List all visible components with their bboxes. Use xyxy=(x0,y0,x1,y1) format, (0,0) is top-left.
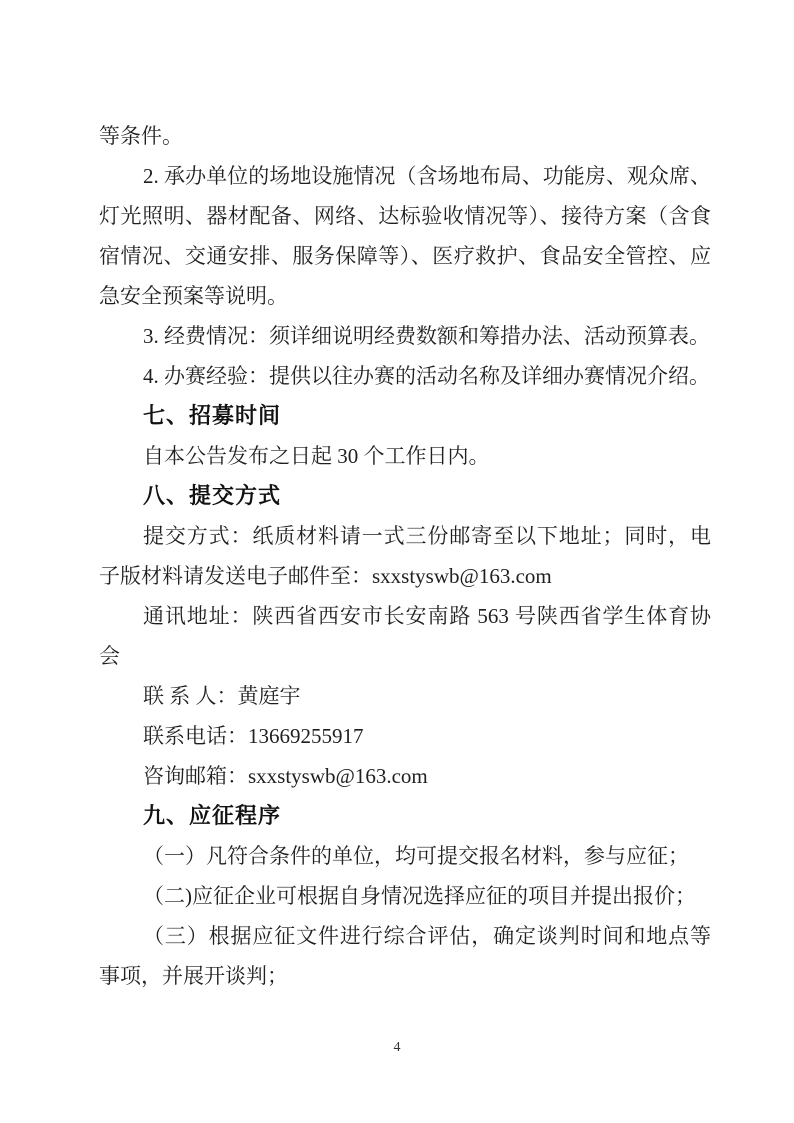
text-line: 自本公告发布之日起 30 个工作日内。 xyxy=(143,444,490,468)
text-line: 联系电话：13669255917 xyxy=(143,724,364,748)
section-heading: 七、招募时间 xyxy=(143,403,282,428)
document-content xyxy=(99,116,711,996)
page-number: 4 xyxy=(393,1040,401,1055)
text-line: 通讯地址：陕西省西安市长安南路 563 号陕西省学生体育协 xyxy=(143,604,711,628)
text-line: 2. 承办单位的场地设施情况（含场地布局、功能房、观众席、 xyxy=(143,164,711,188)
text-line: 4. 办赛经验：提供以往办赛的活动名称及详细办赛情况介绍。 xyxy=(143,364,710,388)
text-line: 急安全预案等说明。 xyxy=(99,284,288,308)
text-line: （一）凡符合条件的单位，均可提交报名材料，参与应征； xyxy=(143,844,689,868)
text-line: 宿情况、交通安排、服务保障等）、医疗救护、食品安全管控、应 xyxy=(99,244,711,268)
text-line: （三）根据应征文件进行综合评估，确定谈判时间和地点等 xyxy=(143,924,711,948)
text-line: 子版材料请发送电子邮件至：sxxstyswb@163.com xyxy=(99,564,552,588)
text-line: 等条件。 xyxy=(99,124,183,148)
text-line: 会 xyxy=(99,644,120,668)
text-line: 3. 经费情况：须详细说明经费数额和筹措办法、活动预算表。 xyxy=(143,324,710,348)
text-line: 事项，并展开谈判； xyxy=(99,964,288,988)
text-line: （二)应征企业可根据自身情况选择应征的项目并提出报价； xyxy=(143,884,696,908)
text-line: 灯光照明、器材配备、网络、达标验收情况等）、接待方案（含食 xyxy=(99,204,711,228)
text-line: 提交方式：纸质材料请一式三份邮寄至以下地址；同时，电 xyxy=(143,524,711,548)
text-line: 联 系 人：黄庭宇 xyxy=(143,684,301,708)
section-heading: 八、提交方式 xyxy=(143,483,282,508)
section-heading: 九、应征程序 xyxy=(143,803,282,828)
text-line: 咨询邮箱：sxxstyswb@163.com xyxy=(143,764,428,788)
